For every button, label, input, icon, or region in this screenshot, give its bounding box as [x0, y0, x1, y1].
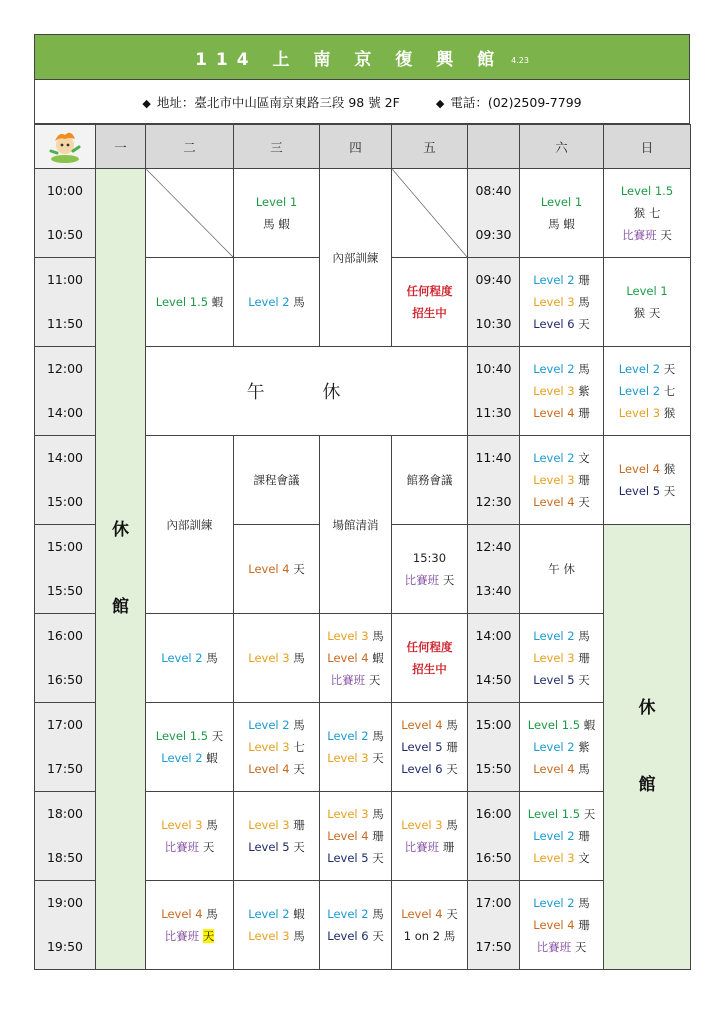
class-teacher: 馬: [206, 907, 218, 921]
class-teacher: 馬: [372, 729, 384, 743]
class-level: Level 2: [161, 651, 203, 665]
class-entry: [520, 669, 603, 691]
class-entry: [604, 380, 690, 402]
class-level: Level 1.5: [155, 295, 209, 309]
schedule-sheet: [34, 34, 690, 970]
empty-slot: [146, 169, 234, 258]
class-level: Level 4: [401, 718, 443, 732]
class-entry: [520, 625, 603, 647]
class-level: Level 2: [161, 751, 203, 765]
class-level: Level 2: [533, 829, 575, 843]
class-entry: [520, 191, 603, 213]
class-teacher: 天: [578, 317, 590, 331]
class-slot: [234, 792, 320, 881]
class-teacher: 文: [578, 451, 590, 465]
class-teacher: 馬: [578, 629, 590, 643]
class-teacher: 珊: [578, 918, 590, 932]
class-entry: [604, 224, 690, 246]
class-entry: [146, 814, 233, 836]
time-slot: 10:40 11:30: [468, 347, 520, 436]
time-slot: 11:00 11:50: [35, 258, 96, 347]
class-entry: [392, 736, 467, 758]
monday-closed: 休 館: [96, 169, 146, 970]
class-entry: [520, 213, 603, 235]
class-level: Level 6: [533, 317, 575, 331]
class-level: Level 2: [327, 729, 369, 743]
class-teacher: 天: [372, 929, 384, 943]
day-header-tue: 二: [146, 125, 234, 169]
class-slot: [520, 703, 604, 792]
class-entry: [604, 402, 690, 424]
class-level: 比賽班: [330, 673, 366, 687]
class-teacher: 天: [372, 751, 384, 765]
class-teacher: 珊: [446, 740, 458, 754]
time-slot: 14:00 15:00: [35, 436, 96, 525]
class-teacher: 珊: [372, 829, 384, 843]
address-line: [142, 93, 399, 111]
class-entry: [146, 291, 233, 313]
class-entry: [520, 847, 603, 869]
class-entry: [320, 825, 391, 847]
class-level: Level 2: [533, 740, 575, 754]
class-level: Level 3: [248, 740, 290, 754]
day-header-fri: 五: [392, 125, 468, 169]
saturday-lunch: 午 休: [520, 525, 604, 614]
class-teacher: 珊: [578, 406, 590, 420]
class-level: 1 on 2: [403, 929, 441, 943]
class-level: Level 2: [248, 718, 290, 732]
class-level: Level 1.5: [155, 729, 209, 743]
class-entry: [320, 903, 391, 925]
class-entry: [392, 925, 467, 947]
class-entry: [392, 758, 467, 780]
class-teacher: 馬: [578, 362, 590, 376]
class-teacher: 猴: [663, 406, 676, 420]
time-slot: 16:00 16:50: [35, 614, 96, 703]
class-slot: [320, 881, 392, 970]
day-header-mon: 一: [96, 125, 146, 169]
class-slot: [234, 881, 320, 970]
phone-text: 電話：(02)2509-7799: [450, 94, 582, 110]
class-level: Level 2: [327, 907, 369, 921]
class-teacher: 珊: [293, 818, 305, 832]
time-slot: 11:40 12:30: [468, 436, 520, 525]
class-entry: [320, 625, 391, 647]
class-level: Level 5: [327, 851, 369, 865]
class-level: Level 4: [401, 907, 443, 921]
page-title: 114 上 南 京 復 興 館: [195, 49, 504, 70]
class-entry: [520, 269, 603, 291]
class-teacher: 珊: [578, 473, 590, 487]
class-entry: [520, 936, 603, 958]
class-teacher: 蝦: [206, 751, 218, 765]
day-header-row: [35, 125, 691, 169]
class-teacher: 猴 七: [633, 206, 661, 220]
class-slot: [234, 614, 320, 703]
day-header-blank: [468, 125, 520, 169]
title-bar: [34, 34, 690, 80]
class-slot: [604, 258, 691, 347]
class-teacher: 七: [293, 740, 305, 754]
class-level: Level 2: [248, 295, 290, 309]
class-level: Level 1.5: [620, 184, 674, 198]
class-level: Level 5: [248, 840, 290, 854]
class-level: Level 4: [533, 762, 575, 776]
class-entry: [604, 480, 690, 502]
class-entry: [520, 758, 603, 780]
class-level: Level 3: [533, 473, 575, 487]
class-teacher: 馬: [443, 929, 456, 943]
class-slot: [234, 703, 320, 792]
class-entry: [234, 213, 319, 235]
class-teacher: 天: [583, 807, 596, 821]
empty-slot: [392, 169, 468, 258]
class-level: Level 4: [533, 406, 575, 420]
class-slot: [520, 614, 604, 703]
class-teacher: 馬 蝦: [548, 217, 575, 231]
class-teacher: 天: [368, 673, 381, 687]
class-slot: [392, 792, 468, 881]
time-slot: 12:40 13:40: [468, 525, 520, 614]
class-level: Level 3: [618, 406, 661, 420]
class-teacher: 馬: [293, 651, 305, 665]
time-slot: 18:00 18:50: [35, 792, 96, 881]
class-entry: [234, 191, 319, 213]
class-slot: [520, 347, 604, 436]
class-teacher: 珊: [578, 829, 590, 843]
class-teacher: 蝦: [372, 651, 384, 665]
class-entry: [320, 647, 391, 669]
class-slot: [320, 703, 392, 792]
class-level: Level 3: [533, 651, 575, 665]
class-teacher: 猴: [663, 462, 676, 476]
recruit-text: 招生中: [412, 662, 447, 676]
class-entry: [234, 714, 319, 736]
class-level: Level 4: [327, 829, 369, 843]
class-teacher: 天: [446, 907, 458, 921]
class-level: 比賽班: [536, 940, 572, 954]
class-slot: [392, 881, 468, 970]
class-entry: [520, 291, 603, 313]
class-entry: [604, 280, 690, 302]
time-slot: 14:00 14:50: [468, 614, 520, 703]
address-text: 地址：臺北市中山區南京東路三段 98 號 2F: [156, 94, 400, 110]
day-header-sat: 六: [520, 125, 604, 169]
class-teacher: 天: [663, 362, 676, 376]
class-entry: [146, 647, 233, 669]
class-level: 比賽班: [164, 840, 200, 854]
info-bar: [34, 80, 690, 124]
class-level: Level 2: [533, 629, 575, 643]
class-level: Level 4: [161, 907, 203, 921]
class-entry: [604, 302, 690, 324]
internal-training: 內部訓練: [320, 169, 392, 347]
class-entry: [320, 925, 391, 947]
class-entry: [520, 647, 603, 669]
class-entry: [520, 803, 603, 825]
class-teacher: 天: [574, 940, 587, 954]
class-entry: [520, 914, 603, 936]
class-entry: [520, 469, 603, 491]
class-entry: [320, 803, 391, 825]
class-entry: [392, 903, 467, 925]
class-slot: [520, 881, 604, 970]
class-slot: [520, 258, 604, 347]
class-entry: [520, 714, 603, 736]
class-level: Level 6: [401, 762, 443, 776]
lunch-break: 午 休: [146, 347, 468, 436]
class-entry: [320, 669, 391, 691]
class-level: Level 5: [618, 484, 661, 498]
class-teacher: 馬: [578, 295, 590, 309]
class-entry: [146, 725, 233, 747]
class-level: Level 1.5: [527, 807, 581, 821]
class-entry: [234, 925, 319, 947]
class-level: Level 1: [255, 195, 298, 209]
venue-cleaning: 場館清消: [320, 436, 392, 614]
class-entry: [520, 892, 603, 914]
class-entry: [520, 736, 603, 758]
class-teacher: 天: [663, 484, 676, 498]
class-entry: [234, 558, 319, 580]
day-header-wed: 三: [234, 125, 320, 169]
class-teacher: 天: [202, 840, 215, 854]
class-entry: [320, 847, 391, 869]
class-level: Level 1: [540, 195, 583, 209]
class-slot: [392, 703, 468, 792]
class-level: Level 3: [327, 629, 369, 643]
recruit-text: 任何程度: [406, 640, 453, 654]
class-level: Level 2: [533, 896, 575, 910]
class-entry: [520, 358, 603, 380]
class-entry: [520, 447, 603, 469]
class-entry: [234, 736, 319, 758]
class-teacher: 馬: [293, 718, 305, 732]
class-level: Level 3: [533, 384, 575, 398]
time-slot: 08:40 09:30: [468, 169, 520, 258]
class-entry: [520, 313, 603, 335]
mascot-icon: [43, 129, 87, 165]
time-row: [35, 169, 691, 258]
class-level: Level 3: [248, 818, 290, 832]
time-slot: 10:00 10:50: [35, 169, 96, 258]
sunday-closed: 休 館: [604, 525, 691, 970]
class-entry: [392, 814, 467, 836]
class-level: Level 4: [248, 762, 290, 776]
class-slot: [320, 614, 392, 703]
class-teacher: 蝦: [583, 718, 596, 732]
class-level: Level 4: [533, 495, 575, 509]
class-entry: [520, 402, 603, 424]
class-teacher: 天: [293, 562, 305, 576]
class-slot: [146, 881, 234, 970]
time-slot: 09:40 10:30: [468, 258, 520, 347]
class-level: Level 3: [161, 818, 203, 832]
class-slot: [520, 792, 604, 881]
time-slot: 17:00 17:50: [468, 881, 520, 970]
class-entry: [520, 825, 603, 847]
class-teacher: 馬: [372, 807, 384, 821]
time-slot: 15:00 15:50: [468, 703, 520, 792]
class-teacher: 馬: [206, 651, 218, 665]
recruit-slot: [392, 258, 468, 347]
recruit-text: 任何程度: [406, 284, 453, 298]
class-level: Level 3: [401, 818, 443, 832]
class-teacher: 珊: [578, 651, 590, 665]
class-slot: [146, 614, 234, 703]
class-level: 比賽班: [404, 840, 440, 854]
class-level: Level 2: [533, 273, 575, 287]
class-level: Level 6: [327, 929, 369, 943]
class-teacher: 蝦: [211, 295, 224, 309]
class-level: Level 3: [533, 295, 575, 309]
class-teacher: 天: [293, 762, 305, 776]
class-teacher: 馬: [578, 762, 590, 776]
class-teacher: 馬 蝦: [263, 217, 290, 231]
class-teacher: 馬: [578, 896, 590, 910]
class-level: Level 1.5: [527, 718, 581, 732]
class-teacher: 天: [211, 729, 224, 743]
mascot-cell: [35, 125, 96, 169]
class-level: Level 4: [618, 462, 661, 476]
class-level: Level 4: [327, 651, 369, 665]
day-header-sun: 日: [604, 125, 691, 169]
class-level: Level 5: [401, 740, 443, 754]
class-entry: [146, 903, 233, 925]
class-slot: [146, 703, 234, 792]
time-slot: 16:00 16:50: [468, 792, 520, 881]
class-level: Level 4: [248, 562, 290, 576]
class-level: Level 3: [248, 929, 290, 943]
class-entry: [234, 647, 319, 669]
class-slot: [234, 525, 320, 614]
class-teacher: 天: [578, 495, 590, 509]
class-entry: [392, 714, 467, 736]
class-entry: [234, 836, 319, 858]
class-level: Level 2: [248, 907, 290, 921]
class-entry: [146, 747, 233, 769]
class-slot: [234, 258, 320, 347]
class-teacher: 天: [578, 673, 590, 687]
time-slot: 19:00 19:50: [35, 881, 96, 970]
class-entry: [234, 903, 319, 925]
schedule-table: [34, 124, 691, 970]
recruit-text: 招生中: [412, 306, 447, 320]
class-entry: [604, 202, 690, 224]
admin-meeting: 館務會議: [392, 436, 468, 525]
class-level: Level 2: [533, 451, 575, 465]
class-teacher: 蝦: [293, 907, 305, 921]
class-teacher: 天: [293, 840, 305, 854]
class-entry: [604, 458, 690, 480]
class-entry: [520, 380, 603, 402]
class-teacher: 珊: [442, 840, 455, 854]
class-entry: [320, 725, 391, 747]
class-level: Level 2: [618, 362, 661, 376]
diamond-bullet-icon: ◆: [435, 96, 445, 110]
class-teacher: 猴 天: [633, 306, 661, 320]
class-teacher: 紫: [578, 740, 590, 754]
class-slot: [604, 169, 691, 258]
class-level: Level 5: [533, 673, 575, 687]
class-slot: [146, 258, 234, 347]
class-entry: [234, 814, 319, 836]
class-teacher: 天: [372, 851, 384, 865]
time-slot: 12:00 14:00: [35, 347, 96, 436]
time-slot: 15:00 15:50: [35, 525, 96, 614]
class-teacher: 珊: [578, 273, 590, 287]
class-entry: [604, 358, 690, 380]
class-level: Level 3: [327, 807, 369, 821]
class-teacher: 馬: [293, 295, 305, 309]
class-slot: [604, 436, 691, 525]
class-level: Level 1: [626, 284, 668, 298]
class-level: Level 3: [533, 851, 575, 865]
class-entry: [234, 758, 319, 780]
diamond-bullet-icon: ◆: [142, 96, 151, 110]
class-entry: [234, 291, 319, 313]
class-level: Level 2: [533, 362, 575, 376]
class-teacher: 馬: [446, 718, 458, 732]
class-entry: [520, 491, 603, 513]
class-entry: [320, 747, 391, 769]
class-teacher: 天: [660, 228, 672, 242]
class-teacher: 紫: [578, 384, 590, 398]
class-entry: [392, 836, 467, 858]
class-entry: [146, 925, 233, 947]
recruit-slot: [392, 614, 468, 703]
class-slot: [146, 792, 234, 881]
class-teacher: 天: [202, 929, 215, 943]
class-entry: [604, 180, 690, 202]
class-slot: [520, 436, 604, 525]
class-level: Level 3: [248, 651, 290, 665]
class-teacher: 七: [663, 384, 676, 398]
class-level: Level 3: [327, 751, 369, 765]
class-teacher: 馬: [372, 907, 384, 921]
class-entry: [146, 836, 233, 858]
class-level: Level 2: [618, 384, 661, 398]
update-date: 4.23: [511, 55, 529, 65]
class-teacher: 天: [446, 762, 458, 776]
course-meeting: 課程會議: [234, 436, 320, 525]
class-teacher: 馬: [372, 629, 384, 643]
class-teacher: 馬: [293, 929, 305, 943]
class-slot: [520, 169, 604, 258]
class-slot: [604, 347, 691, 436]
phone-line: [436, 93, 582, 111]
day-header-thu: 四: [320, 125, 392, 169]
class-teacher: 馬: [446, 818, 458, 832]
class-slot: [320, 792, 392, 881]
class-teacher: 馬: [206, 818, 218, 832]
internal-training: 內部訓練: [146, 436, 234, 614]
competition-slot: 15:30 比賽班 天: [392, 525, 468, 614]
class-level: 比賽班: [622, 228, 657, 242]
class-level: 比賽班: [164, 929, 200, 943]
time-slot: 17:00 17:50: [35, 703, 96, 792]
class-slot: [234, 169, 320, 258]
class-teacher: 文: [578, 851, 590, 865]
class-level: Level 4: [533, 918, 575, 932]
